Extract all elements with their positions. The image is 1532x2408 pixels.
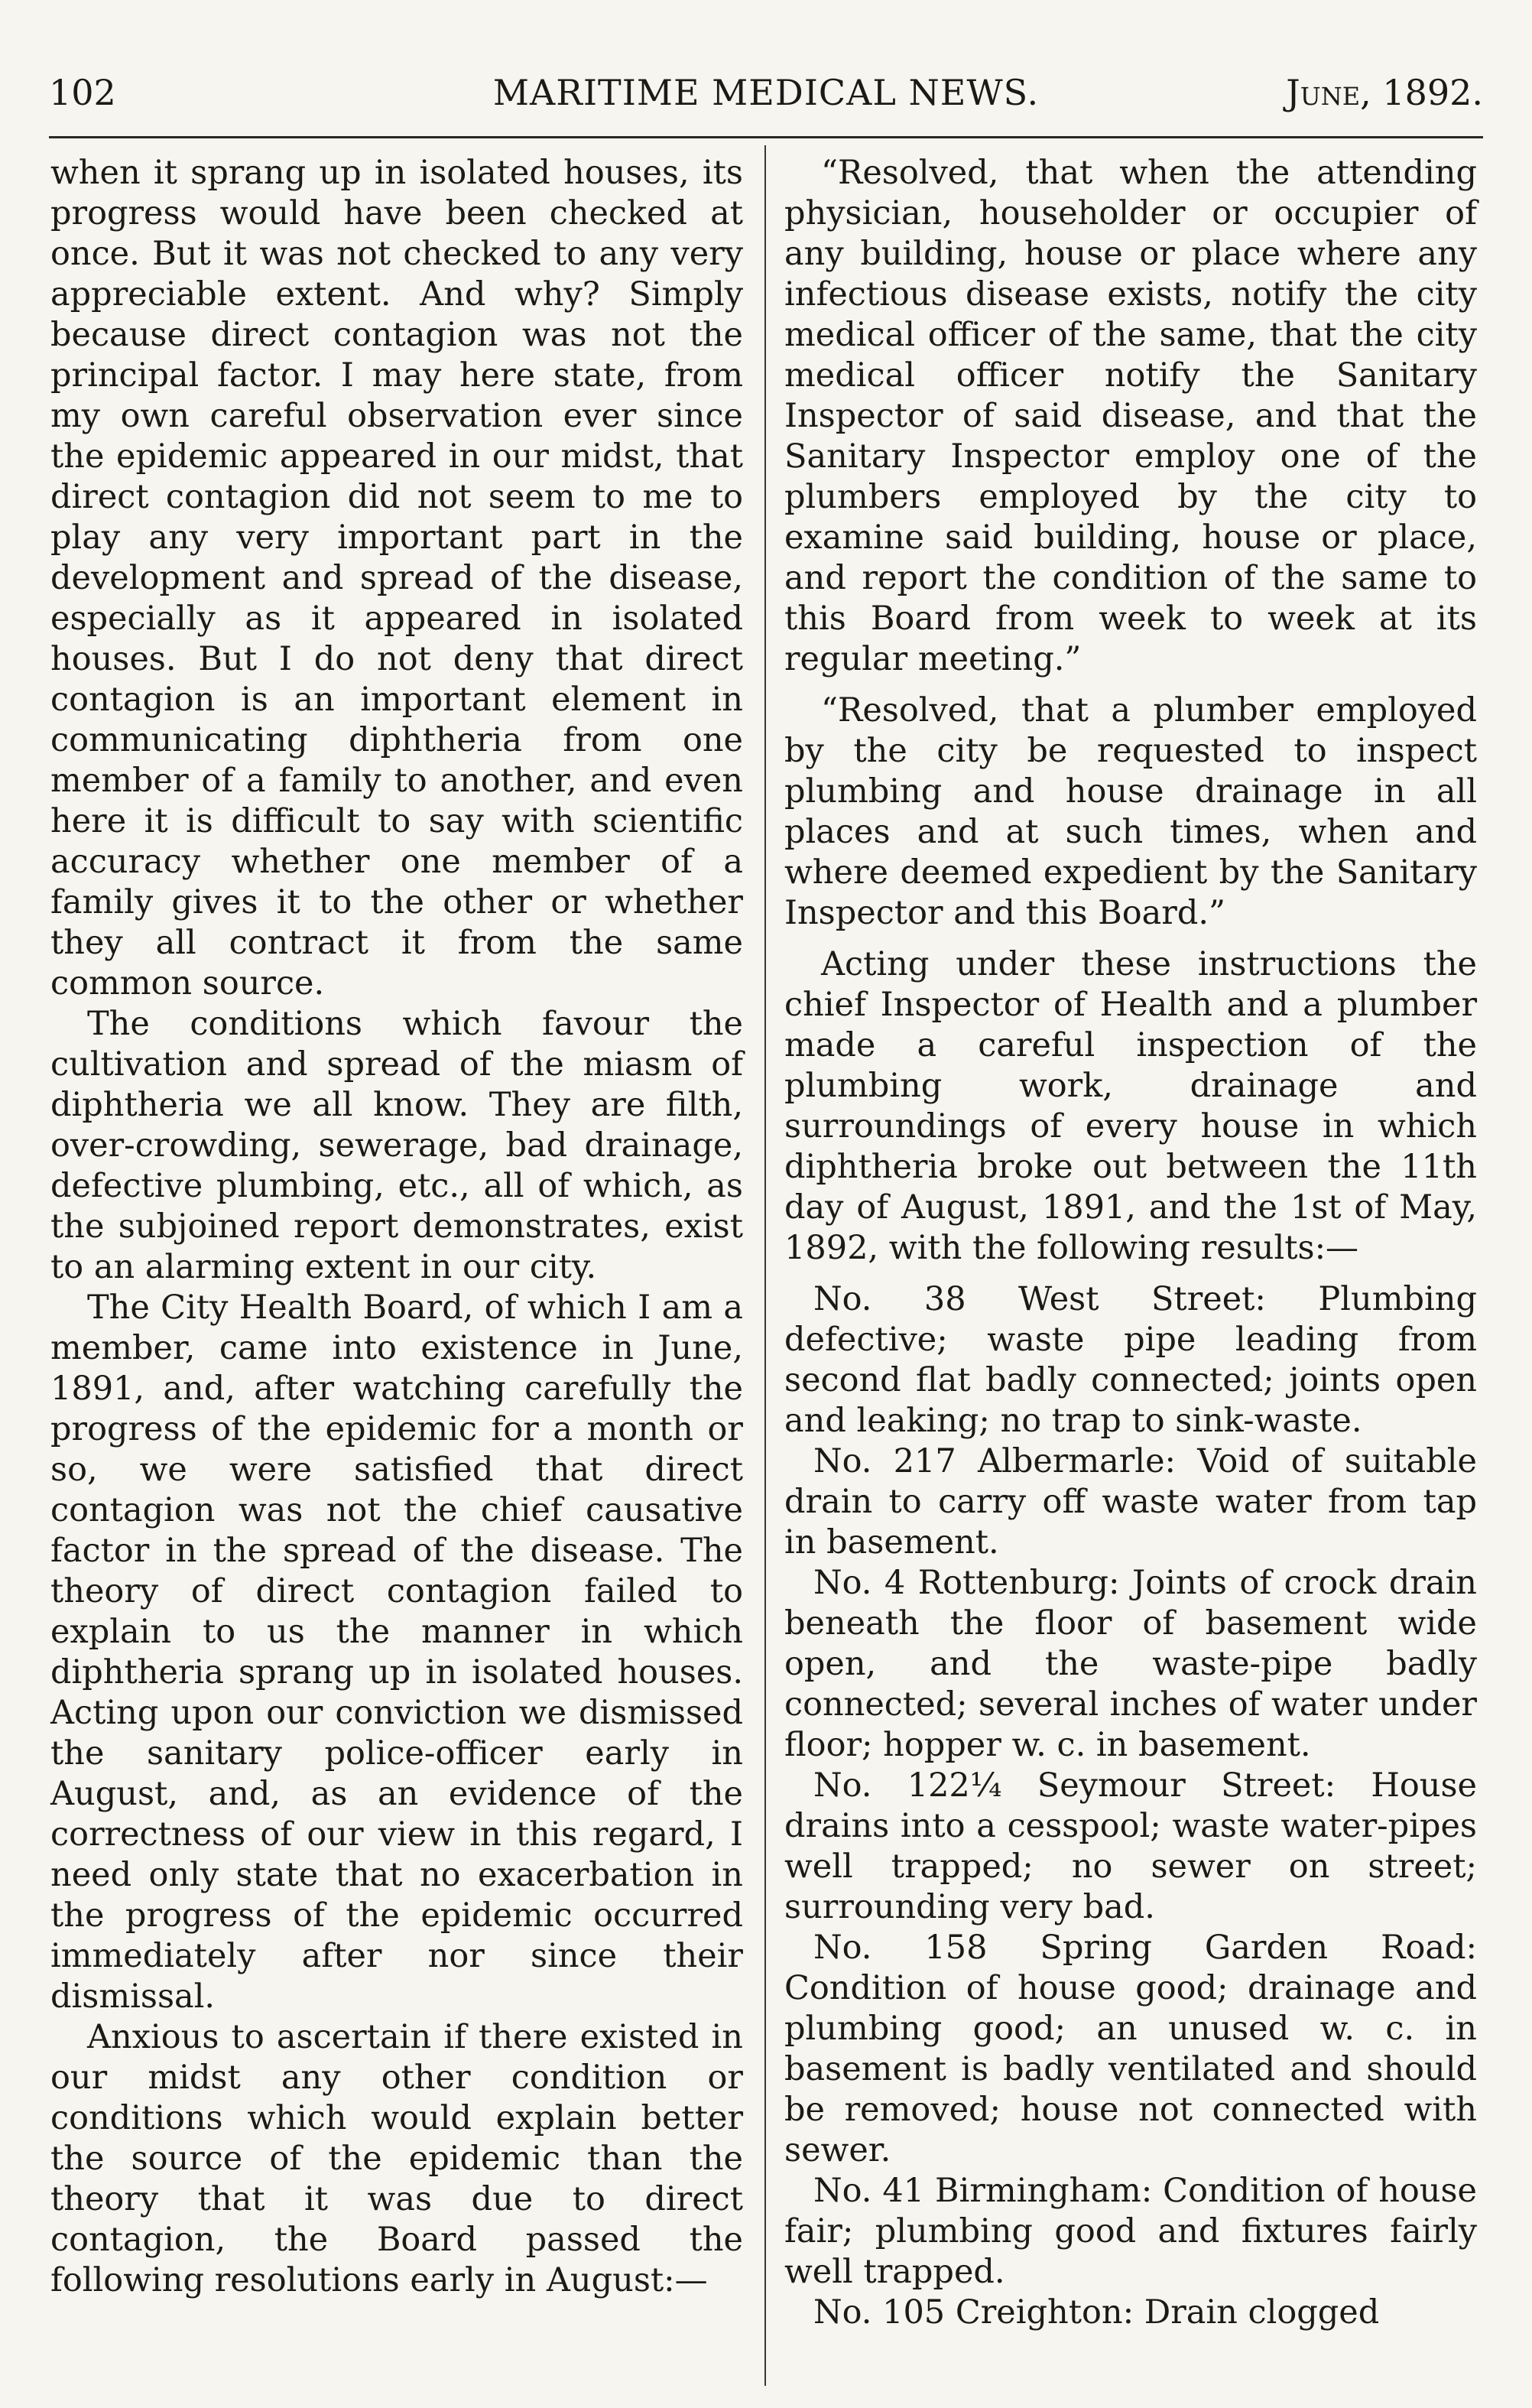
- inspection-entry: No. 105 Creighton: Drain clogged: [813, 2293, 1380, 2332]
- right-column: [784, 153, 1477, 2333]
- inspection-entry: No. 158 Spring Garden Road: Condition of house good; drainage and plumbing good; an unused w. c. in basement is badly ventilated and should be removed; house not connected with sewer.: [784, 1929, 1477, 2169]
- journal-title: MARITIME MEDICAL NEWS.: [492, 72, 1040, 113]
- page-header: [49, 66, 1483, 119]
- inspection-entry: No. 122¼ Seymour Street: House drains into a cesspool; waste water-pipes well trapped; no sewer on street; surrounding very bad.: [784, 1766, 1477, 1926]
- inspection-entry: No. 38 West Street: Plumbing defective; waste pipe leading from second flat badly connected; joints open and leaking; no trap to sink-waste.: [784, 1280, 1477, 1440]
- page-number: 102: [49, 72, 116, 113]
- inspection-entry: No. 41 Birmingham: Condition of house fair; plumbing good and fixtures fairly well trapped.: [784, 2172, 1477, 2291]
- header-rule: [49, 136, 1483, 138]
- column-divider: [764, 145, 766, 2386]
- resolution-quote: “Resolved, that when the attending physician, householder or occupier of any building, house or place where any infectious disease exists, notify the city medical officer of the same, that the city medical officer notify the Sanitary Inspector of said disease, and that the Sanitary Inspector employ one of the plumbers employed by the city to examine said building, house or place, and report the condition of the same to this Board from week to week at its regular meeting.”: [784, 154, 1477, 678]
- paragraph: Acting under these instructions the chief Inspector of Health and a plumber made a careful inspection of the plumbing work, drainage and surroundings of every house in which diphtheria broke out between the 11th day of August, 1891, and the 1st of May, 1892, with the following results:—: [784, 945, 1477, 1267]
- paragraph: Anxious to ascertain if there existed in our midst any other condition or conditions which would explain better the source of the epidemic than the theory that it was due to direct contagion, the Board passed the following resolutions early in August:—: [50, 2018, 743, 2299]
- left-column: [50, 153, 743, 2301]
- inspection-entry: No. 217 Albermarle: Void of suitable drain to carry off waste water from tap in basement.: [784, 1442, 1477, 1561]
- paragraph: The City Health Board, of which I am a member, came into existence in June, 1891, and, after watching carefully the progress of the epidemic for a month or so, we were satisfied that direct contagion was not the chief causative factor in the spread of the disease. The theory of direct contagion failed to explain to us the manner in which diphtheria sprang up in isolated houses. Acting upon our conviction we dismissed the sanitary police-officer early in August, and, as an evidence of the correctness of our view in this regard, I need only state that no exacerbation in the progress of the epidemic occurred immediately after nor since their dismissal.: [50, 1288, 743, 2016]
- paragraph: The conditions which favour the cultivation and spread of the miasm of diphtheria we all know. They are filth, over-crowding, sewerage, bad drainage, defective plumbing, etc., all of which, as the subjoined report demonstrates, exist to an alarming extent in our city.: [50, 1005, 743, 1286]
- resolution-quote: “Resolved, that a plumber employed by the city be requested to inspect plumbing and house drainage in all places and at such times, when and where deemed expedient by the Sanitary Inspector and this Board.”: [784, 691, 1477, 932]
- issue-date: June, 1892.: [1286, 72, 1483, 113]
- inspection-entry: No. 4 Rottenburg: Joints of crock drain beneath the floor of basement wide open, and the waste-pipe badly connected; several inches of water under floor; hopper w. c. in basement.: [784, 1564, 1477, 1764]
- paragraph: when it sprang up in isolated houses, its progress would have been checked at once. But it was not checked to any very appreciable extent. And why? Simply because direct contagion was not the principal factor. I may here state, from my own careful observation ever since the epidemic appeared in our midst, that direct contagion did not seem to me to play any very important part in the development and spread of the disease, especially as it appeared in isolated houses. But I do not deny that direct contagion is an important element in communicating diphtheria from one member of a family to another, and even here it is difficult to say with scientific accuracy whether one member of a family gives it to the other or whether they all contract it from the same common source.: [50, 154, 743, 1003]
